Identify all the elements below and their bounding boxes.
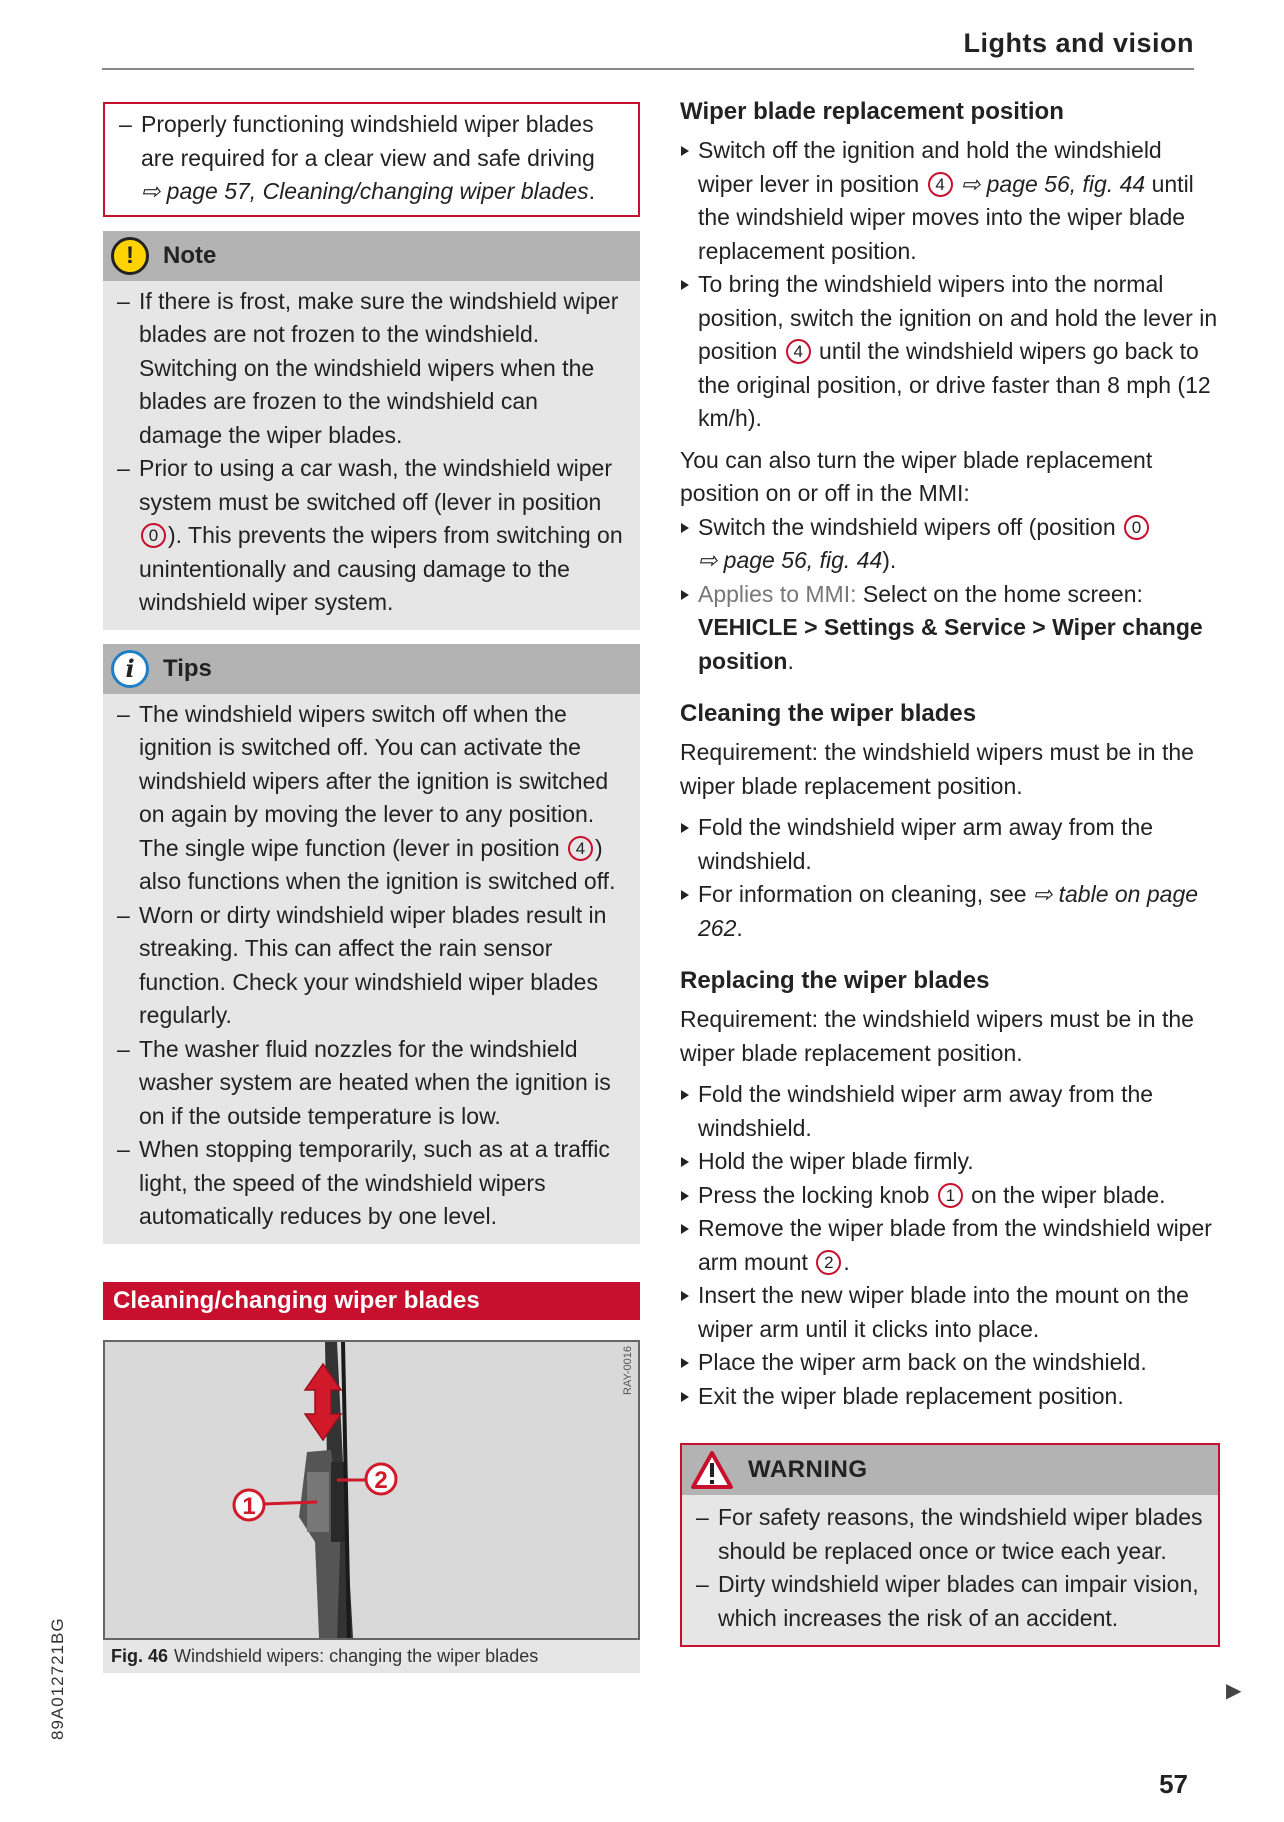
wiper-illustration — [105, 1342, 638, 1638]
step-item: For information on cleaning, see ⇨ table on page 262. — [680, 878, 1220, 945]
paragraph: You can also turn the wiper blade replacement position on or off in the MMI: — [680, 446, 1153, 506]
tips-box — [103, 644, 640, 1244]
page-link[interactable]: ⇨ page 56, fig. 44 — [954, 170, 1146, 197]
locking-knob-marker: 1 — [938, 1183, 963, 1208]
right-column — [680, 98, 1220, 1647]
document-code: 89A012721BG — [48, 1617, 67, 1740]
page-number: 57 — [1159, 1769, 1188, 1799]
warning-title: WARNING — [748, 1456, 868, 1483]
warning-header — [682, 1445, 1218, 1495]
left-column — [103, 102, 640, 1673]
note-header — [103, 231, 640, 281]
tips-item: – Worn or dirty windshield wiper blades result in streaking. This can affect the rain sensor function. Check your windshield wiper blades regularly. — [103, 899, 626, 1033]
menu-path: VEHICLE > Settings & Service > Wiper change position — [698, 614, 1203, 674]
info-icon: i — [111, 650, 149, 688]
step-item: Switch off the ignition and hold the windshield wiper lever in position 4 ⇨ page 56, fig. 44 until the windshield wiper moves into the wiper blade replacement position. — [680, 134, 1220, 268]
page-link[interactable]: ⇨ table on page 262 — [698, 881, 1199, 941]
step-item: Exit the wiper blade replacement position. — [680, 1380, 1220, 1414]
position-0-marker: 0 — [1124, 515, 1149, 540]
warning-item: – Dirty windshield wiper blades can impair vision, which increases the risk of an accident. — [682, 1568, 1204, 1635]
warning-item: – For safety reasons, the windshield wiper blades should be replaced once or twice each year. — [682, 1501, 1204, 1568]
step-item: Fold the windshield wiper arm away from the windshield. — [680, 1078, 1220, 1145]
page-link[interactable]: ⇨ page 56, fig. 44 — [698, 547, 883, 573]
mmi-applies-label: Applies to MMI: — [698, 580, 857, 607]
figure-caption: Fig. 46 Windshield wipers: changing the wiper blades — [103, 1640, 640, 1673]
exclamation-icon: ! — [111, 237, 149, 275]
note-title: Note — [163, 241, 217, 269]
step-item: Place the wiper arm back on the windshield. — [680, 1346, 1220, 1380]
tips-title: Tips — [163, 654, 212, 682]
note-item: – If there is frost, make sure the windshield wiper blades are not frozen to the windshield. Switching on the windshield wipers when the blades are frozen to the windshield can damage the wiper blades. — [103, 285, 626, 453]
section-heading: Cleaning the wiper blades — [680, 700, 977, 727]
step-item: Switch the windshield wipers off (position 0 ⇨ page 56, fig. 44). — [680, 511, 1220, 578]
note-item: – Prior to using a car wash, the windshield wiper system must be switched off (lever in position 0 ). This prevents the wipers from switching on unintentionally and causing damage to the windshield wiper system. — [103, 452, 626, 620]
step-item: Hold the wiper blade firmly. — [680, 1145, 1220, 1179]
section-title-bar: Cleaning/changing wiper blades — [103, 1282, 640, 1320]
running-header: Lights and vision — [963, 28, 1194, 58]
position-4-marker: 4 — [568, 836, 593, 861]
callout-2: 2 — [374, 1466, 388, 1494]
page-link[interactable]: ⇨ page 57, Cleaning/changing wiper blades — [141, 178, 589, 204]
step-item: Insert the new wiper blade into the mount on the wiper arm until it clicks into place. — [680, 1279, 1220, 1346]
step-item: Press the locking knob 1 on the wiper blade. — [680, 1179, 1220, 1213]
step-item: Remove the wiper blade from the windshield wiper arm mount 2 . — [680, 1212, 1220, 1279]
warning-triangle-icon — [690, 1450, 734, 1490]
position-0-marker: 0 — [141, 523, 166, 548]
tips-item: – The washer fluid nozzles for the windshield washer system are heated when the ignition is on if the outside temperature is low. — [103, 1033, 626, 1134]
figure-code: RAY-0016 — [622, 1345, 634, 1395]
requirement-text: Requirement: the windshield wipers must be in the wiper blade replacement position. — [680, 739, 1194, 799]
section-heading: Replacing the wiper blades — [680, 967, 990, 994]
section-heading: Wiper blade replacement position — [680, 98, 1064, 125]
callout-1: 1 — [242, 1492, 256, 1520]
wiper-figure — [103, 1340, 640, 1640]
caution-box — [103, 102, 640, 217]
step-item: Applies to MMI: Select on the home screen: VEHICLE > Settings & Service > Wiper change position. — [680, 578, 1220, 679]
step-item: Fold the windshield wiper arm away from the windshield. — [680, 811, 1220, 878]
warning-box — [680, 1443, 1220, 1647]
position-4-marker: 4 — [786, 339, 811, 364]
requirement-text: Requirement: the windshield wipers must be in the wiper blade replacement position. — [680, 1006, 1194, 1066]
caution-item: – Properly functioning windshield wiper blades are required for a clear view and safe driving ⇨ page 57, Cleaning/changing wiper blades. — [105, 108, 620, 209]
tips-item: – The windshield wipers switch off when the ignition is switched off. You can activate the windshield wipers after the ignition is switched on again by moving the lever to any position. The single wipe function (lever in position 4 ) also functions when the ignition is switched off. — [103, 698, 626, 899]
position-4-marker: 4 — [928, 172, 953, 197]
header-rule — [102, 68, 1194, 70]
note-box — [103, 231, 640, 630]
continue-arrow-icon: ▶ — [1226, 1680, 1242, 1702]
arm-mount-marker: 2 — [816, 1250, 841, 1275]
step-item: To bring the windshield wipers into the normal position, switch the ignition on and hold the lever in position 4 until the windshield wipers go back to the original position, or drive faster than 8 mph (12 km/h). — [680, 268, 1220, 436]
tips-header — [103, 644, 640, 694]
tips-item: – When stopping temporarily, such as at a traffic light, the speed of the windshield wipers automatically reduces by one level. — [103, 1133, 626, 1234]
